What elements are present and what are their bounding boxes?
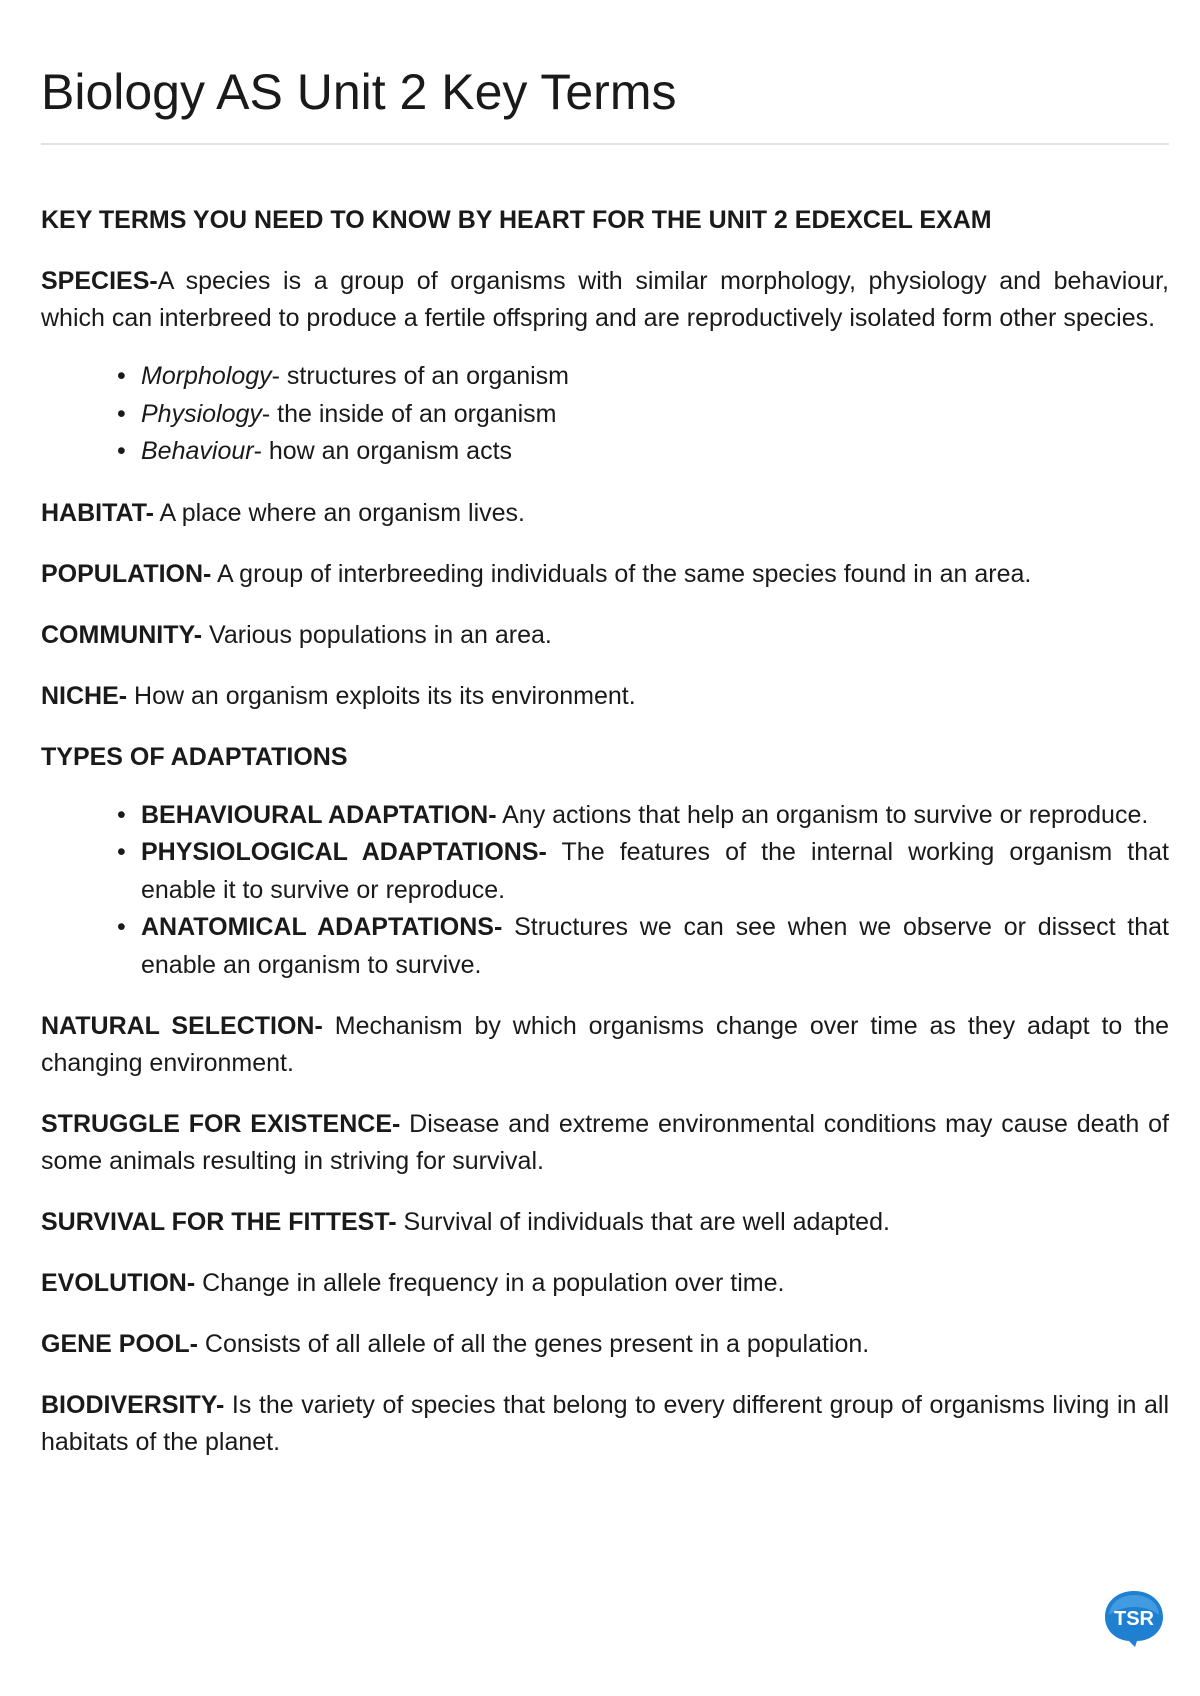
term-label: SURVIVAL FOR THE FITTEST- <box>41 1208 397 1236</box>
title-divider <box>41 143 1169 145</box>
term-definition: Survival of individuals that are well adapted. <box>396 1208 890 1236</box>
adaptations-heading: TYPES OF ADAPTATIONS <box>41 742 348 771</box>
term-habitat <box>41 495 1169 532</box>
term-definition: Various populations in an area. <box>202 620 552 649</box>
list-item: • Physiology- the inside of an organism <box>141 396 1169 434</box>
term-survival-for-the-fittest <box>41 1204 1169 1241</box>
term-definition: Change in allele frequency in a population over time. <box>195 1269 785 1297</box>
term-community <box>41 617 1169 654</box>
term-label: STRUGGLE FOR EXISTENCE- <box>41 1110 401 1138</box>
term-niche <box>41 678 1169 715</box>
term-definition: A place where an organism lives. <box>153 498 525 527</box>
document-page <box>41 62 1169 1485</box>
term-biodiversity <box>41 1387 1169 1461</box>
species-characteristics-list <box>41 358 1169 471</box>
term-label: POPULATION- <box>41 559 212 588</box>
term-definition: Consists of all allele of all the genes present in a population. <box>197 1330 870 1358</box>
term-definition: A group of interbreeding individuals of the same species found in an area. <box>211 559 1032 588</box>
term-definition: A species is a group of organisms with similar morphology, physiology and behaviour, which can interbreed to produce a fertile offspring and are reproductively isolated form other species. <box>41 267 1169 332</box>
adaptations-list <box>41 797 1169 985</box>
term-label: HABITAT- <box>41 498 154 527</box>
tsr-logo <box>1103 1587 1165 1649</box>
term-definition: Mechanism by which organisms change over time as they adapt to the changing environment. <box>41 1012 1170 1077</box>
term-label: BIODIVERSITY- <box>41 1391 225 1419</box>
term-label: NATURAL SELECTION- <box>41 1012 323 1040</box>
page-title: Biology AS Unit 2 Key Terms <box>41 64 677 120</box>
term-natural-selection <box>41 1008 1169 1082</box>
term-population <box>41 556 1169 593</box>
term-definition: Disease and extreme environmental conditions may cause death of some animals resulting in striving for survival. <box>41 1110 1169 1175</box>
list-item: • ANATOMICAL ADAPTATIONS- Structures we can see when we observe or dissect that enable an organism to survive. <box>141 909 1169 984</box>
term-struggle-for-existence <box>41 1106 1169 1180</box>
term-label: EVOLUTION- <box>41 1269 196 1297</box>
term-evolution <box>41 1265 1169 1302</box>
term-label: NICHE- <box>41 681 128 710</box>
term-species <box>41 263 1169 337</box>
list-item: • Morphology- structures of an organism <box>141 358 1169 396</box>
term-label: GENE POOL- <box>41 1330 198 1358</box>
list-item: • Behaviour- how an organism acts <box>141 433 1169 471</box>
list-item: • PHYSIOLOGICAL ADAPTATIONS- The features of the internal working organism that enable it to survive or reproduce. <box>141 834 1169 909</box>
term-gene-pool <box>41 1326 1169 1363</box>
list-item: • BEHAVIOURAL ADAPTATION- Any actions that help an organism to survive or reproduce. <box>141 797 1169 835</box>
term-definition: How an organism exploits its its environment. <box>127 681 636 710</box>
term-label: SPECIES- <box>41 267 158 295</box>
tsr-logo-icon <box>1103 1587 1165 1649</box>
intro-heading: KEY TERMS YOU NEED TO KNOW BY HEART FOR THE UNIT 2 EDEXCEL EXAM <box>41 206 992 234</box>
term-label: COMMUNITY- <box>41 620 203 649</box>
term-definition: Is the variety of species that belong to every different group of organisms living in all habitats of the planet. <box>41 1391 1169 1456</box>
logo-text: TSR <box>1114 1608 1154 1630</box>
